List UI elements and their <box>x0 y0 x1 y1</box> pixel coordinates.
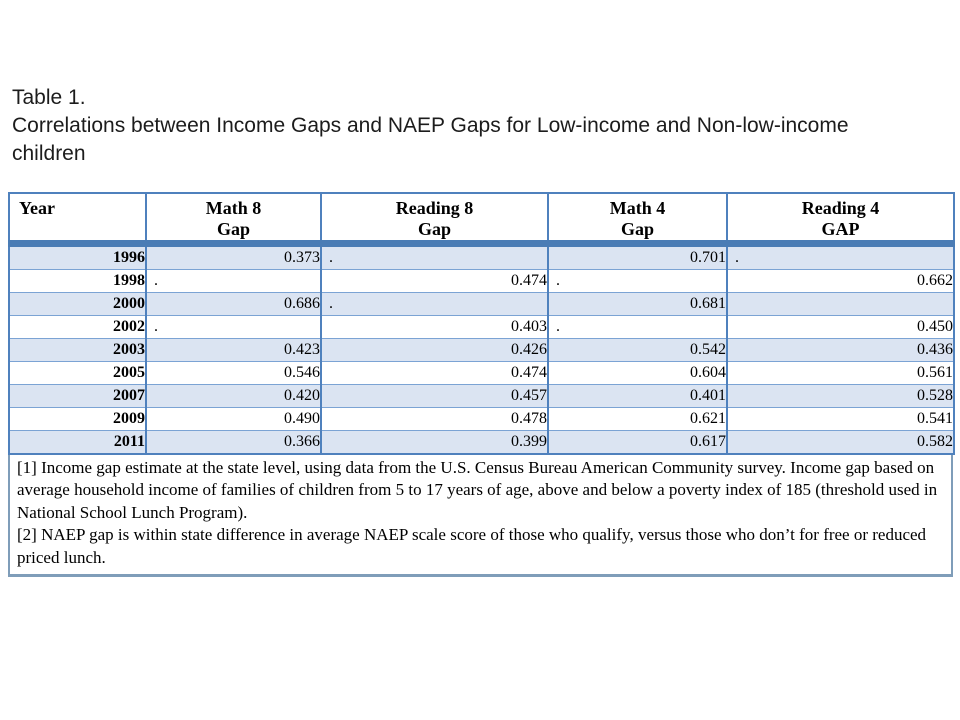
column-header-math4: Math 4 Gap <box>548 193 727 244</box>
cell-year: 2005 <box>9 362 146 385</box>
table-row <box>9 270 954 293</box>
cell-reading4-gap: 0.541 <box>727 408 954 431</box>
cell-reading4-gap <box>727 293 954 316</box>
cell-reading8-gap: 0.457 <box>321 385 548 408</box>
footnote-1: [1] Income gap estimate at the state level, using data from the U.S. Census Bureau American Community survey. Income gap based on average household income of families of children from 5 to 17 years of age, above and below a poverty index of 185 (threshold used in National School Lunch Program). <box>17 458 938 522</box>
cell-year: 1998 <box>9 270 146 293</box>
cell-math8-gap: 0.423 <box>146 339 321 362</box>
column-header-year: Year <box>9 193 146 244</box>
cell-reading4-gap: 0.436 <box>727 339 954 362</box>
cell-reading8-gap: 0.478 <box>321 408 548 431</box>
cell-reading4-gap: . <box>727 244 954 270</box>
cell-math4-gap: . <box>548 270 727 293</box>
cell-math8-gap: . <box>146 270 321 293</box>
cell-reading4-gap: 0.528 <box>727 385 954 408</box>
table-row <box>9 244 954 270</box>
cell-year: 2011 <box>9 431 146 455</box>
cell-math4-gap: 0.621 <box>548 408 727 431</box>
cell-math4-gap: 0.617 <box>548 431 727 455</box>
cell-math8-gap: . <box>146 316 321 339</box>
cell-year: 2000 <box>9 293 146 316</box>
table-title: Table 1. <box>12 86 86 109</box>
table-row <box>9 431 954 455</box>
cell-reading8-gap: 0.399 <box>321 431 548 455</box>
title-block <box>12 84 910 168</box>
cell-reading4-gap: 0.561 <box>727 362 954 385</box>
cell-reading8-gap: 0.474 <box>321 270 548 293</box>
cell-math8-gap: 0.546 <box>146 362 321 385</box>
cell-year: 2003 <box>9 339 146 362</box>
cell-reading8-gap: 0.426 <box>321 339 548 362</box>
correlations-table <box>8 192 955 455</box>
table-row <box>9 316 954 339</box>
cell-year: 2007 <box>9 385 146 408</box>
cell-math8-gap: 0.686 <box>146 293 321 316</box>
column-header-reading4: Reading 4 GAP <box>727 193 954 244</box>
cell-math4-gap: 0.681 <box>548 293 727 316</box>
cell-math4-gap: . <box>548 316 727 339</box>
table-row <box>9 385 954 408</box>
column-header-math8: Math 8 Gap <box>146 193 321 244</box>
cell-reading4-gap: 0.662 <box>727 270 954 293</box>
cell-year: 2009 <box>9 408 146 431</box>
cell-year: 2002 <box>9 316 146 339</box>
table-caption: Correlations between Income Gaps and NAEP Gaps for Low-income and Non-low-income children <box>12 114 849 165</box>
footnote-2: [2] NAEP gap is within state difference in average NAEP scale score of those who qualify, versus those who don’t for free or reduced priced lunch. <box>17 525 927 567</box>
cell-math8-gap: 0.366 <box>146 431 321 455</box>
cell-math8-gap: 0.373 <box>146 244 321 270</box>
table-row <box>9 408 954 431</box>
table-row <box>9 293 954 316</box>
cell-math8-gap: 0.490 <box>146 408 321 431</box>
cell-math4-gap: 0.401 <box>548 385 727 408</box>
header-row <box>9 193 954 244</box>
cell-math4-gap: 0.542 <box>548 339 727 362</box>
cell-reading8-gap: . <box>321 244 548 270</box>
cell-math4-gap: 0.701 <box>548 244 727 270</box>
cell-math4-gap: 0.604 <box>548 362 727 385</box>
table-area <box>8 192 953 577</box>
cell-reading8-gap: . <box>321 293 548 316</box>
cell-reading8-gap: 0.403 <box>321 316 548 339</box>
table-row <box>9 339 954 362</box>
cell-reading8-gap: 0.474 <box>321 362 548 385</box>
table-row <box>9 362 954 385</box>
cell-reading4-gap: 0.450 <box>727 316 954 339</box>
column-header-reading8: Reading 8 Gap <box>321 193 548 244</box>
cell-reading4-gap: 0.582 <box>727 431 954 455</box>
cell-math8-gap: 0.420 <box>146 385 321 408</box>
footnote-box <box>8 455 953 577</box>
cell-year: 1996 <box>9 244 146 270</box>
